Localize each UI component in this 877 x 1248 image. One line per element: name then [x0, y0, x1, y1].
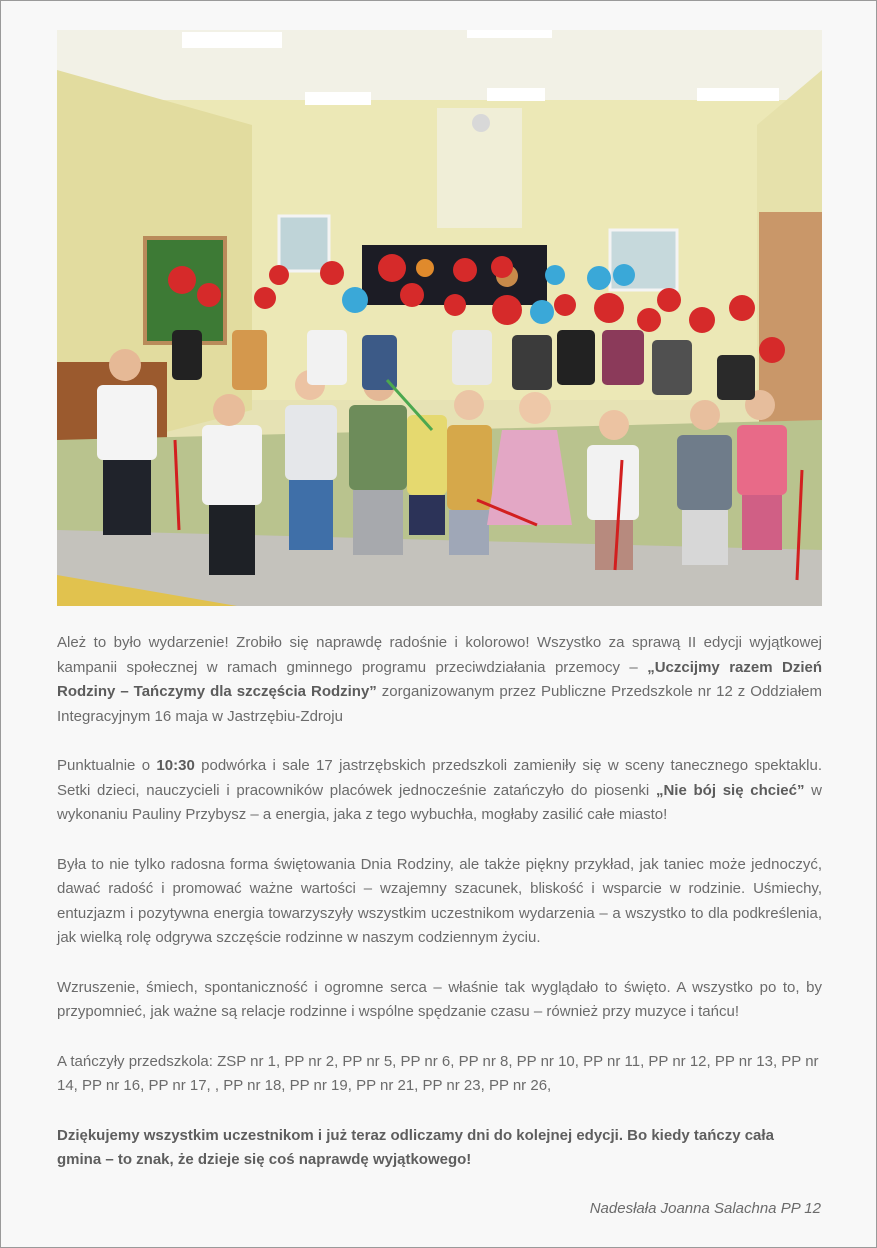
ceiling-light — [467, 30, 552, 38]
door — [759, 212, 822, 422]
paragraph-thanks: Dziękujemy wszystkim uczestnikom i już teraz odliczamy dni do kolejnej edycji. Bo kiedy tańczy cała gmina – to znak, że dzieje się coś naprawdę wyjątkowego! — [57, 1126, 774, 1168]
paragraph-intro — [57, 631, 822, 729]
event-time: 10:30 — [156, 757, 195, 774]
paragraph-text: podwórka i sale 17 jastrzębskich przedszkoli zamieniły się w sceny tanecznego spektaklu. Setki dzieci, nauczycieli i pracowników placówek jednocześnie zatańczyło do piosenki — [57, 757, 822, 799]
article-photo — [57, 30, 822, 606]
paragraph-text: w wykonaniu Pauliny Przybysz – a energia, jaka z tego wybuchła, mogłaby zasilić całe miasto! — [57, 781, 823, 823]
song-title: „Nie bój się chcieć” — [655, 781, 805, 799]
paragraph-text: zorganizowanym przez Publiczne Przedszkole nr 12 z Oddziałem Integracyjnym 16 maja w Jastrzębiu-Zdroju — [57, 683, 822, 725]
paragraph-text: Ależ to było wydarzenie! Zrobiło się naprawdę radośnie i kolorowo! Wszystko za sprawą II edycji wyjątkowej kampanii społecznej w ramach gminnego programu przeciwdziałania przemocy – — [57, 634, 822, 676]
author-signature: Nadesłała Joanna Salachna PP 12 — [589, 1200, 821, 1217]
paragraph-text: Punktualnie o — [57, 757, 157, 774]
photo-illustration — [57, 30, 822, 606]
ceiling-light — [182, 32, 282, 48]
ceiling-light — [697, 88, 779, 101]
paragraph-celebration: Była to nie tylko radosna forma świętowania Dnia Rodziny, ale także piękny przykład, jak taniec może jednoczyć, dawać radość i promować ważne wartości – wzajemny szacunek, bliskość i wsparcie w rodzinie. Uśmiechy, entuzjazm i pozytywna energia towarzyszyły wszystkim uczestnikom wydarzenia – a wszystko to dla podkreślenia, jak wielką rolę odgrywa szczęście rodzinne w naszym codziennym życiu. — [57, 855, 822, 946]
wall-speaker — [472, 114, 490, 132]
planet-decoration — [416, 259, 434, 277]
paragraph-emotions: Wzruszenie, śmiech, spontaniczność i ogromne serca – właśnie tak wyglądało to święto. A wszystko po to, by przypomnieć, jak ważne są relacje rodzinne i wspólne spędzanie czasu – również przy muzyce i tańcu! — [57, 978, 822, 1020]
campaign-title: „Uczcijmy razem Dzień Rodziny – Tańczymy dla szczęścia Rodziny” — [57, 658, 822, 700]
article-body — [57, 631, 822, 1198]
paragraph-kindergartens: A tańczyły przedszkola: ZSP nr 1, PP nr 2, PP nr 5, PP nr 6, PP nr 8, PP nr 10, PP nr 11, PP nr 12, PP nr 13, PP nr 14, PP nr 16, PP nr 17, , PP nr 18, PP nr 19, PP nr 21, PP nr 23, PP nr 26, — [57, 1052, 819, 1094]
ceiling-light — [487, 88, 545, 101]
window — [279, 216, 329, 271]
ceiling-light — [305, 92, 371, 105]
paragraph-dance-time — [57, 754, 822, 828]
